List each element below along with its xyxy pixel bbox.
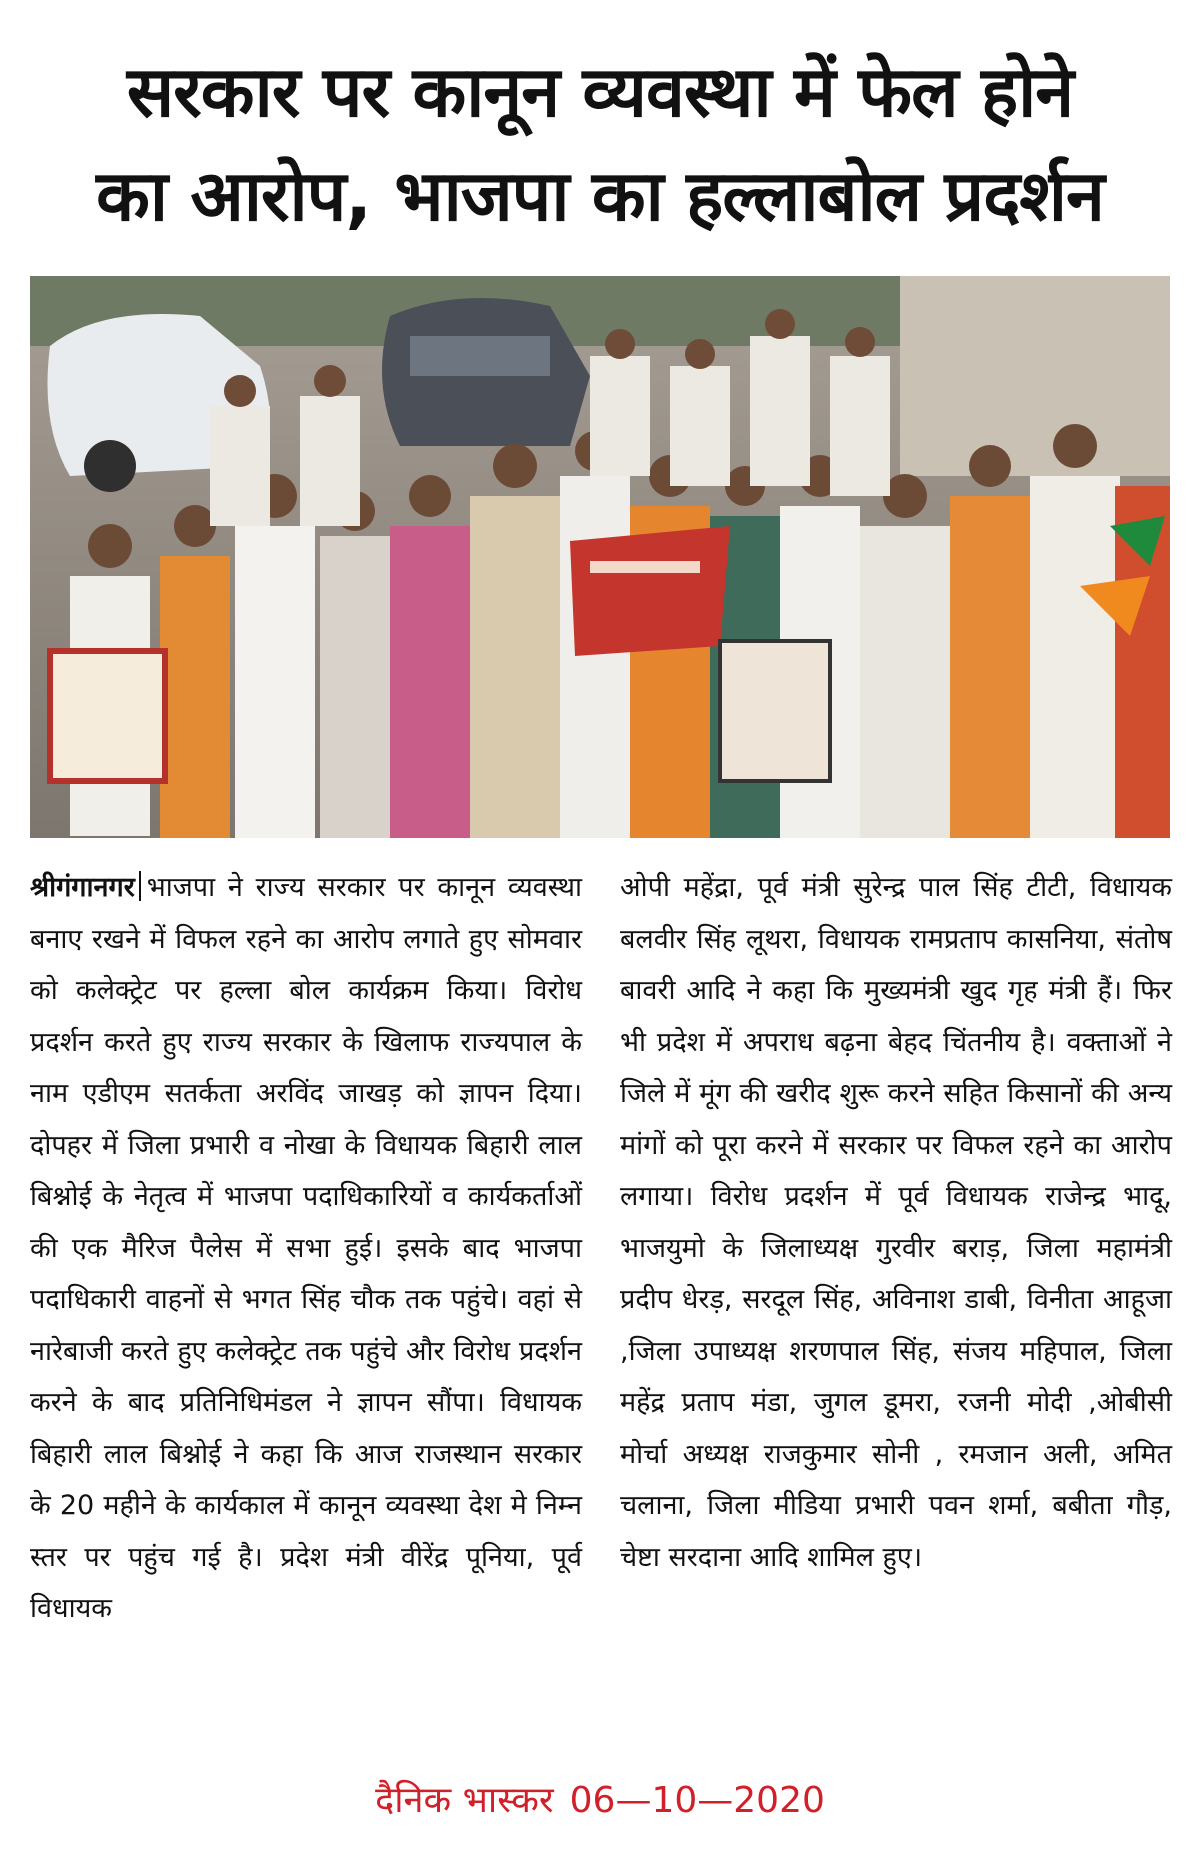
dateline: श्रीगंगानगर — [30, 872, 135, 903]
article-column-left — [30, 862, 582, 1635]
article-column-right — [620, 862, 1172, 1583]
newspaper-name: दैनिक भास्कर — [375, 1780, 554, 1821]
dateline-separator — [139, 871, 141, 901]
article-body — [30, 862, 1170, 1752]
right-column-text: ओपी महेंद्रा, पूर्व मंत्री सुरेन्द्र पाल सिंह टीटी, विधायक बलवीर सिंह लूथरा, विधायक रामप्रताप कासनिया, संतोष बावरी आदि ने कहा कि मुख्यमंत्री खुद गृह मंत्री हैं। फिर भी प्रदेश में अपराध बढ़ना बेहद चिंतनीय है। वक्ताओं ने जिले में मूंग की खरीद शुरू करने सहित किसानों की अन्य मांगों को पूरा करने में सरकार पर विफल रहने का आरोप लगाया। विरोध प्रदर्शन में पूर्व विधायक राजेन्द्र भादू, भाजयुमो के जिलाध्यक्ष गुरवीर बराड़, जिला महामंत्री प्रदीप धेरड़, सरदूल सिंह, अविनाश डाबी, विनीता आहूजा ,जिला उपाध्यक्ष शरणपाल सिंह, संजय महिपाल, जिला महेंद्र प्रताप मंडा, जुगल डूमरा, रजनी मोदी ,ओबीसी मोर्चा अध्यक्ष राजकुमार सोनी , रमजान अली, अमित चलाना, जिला मीडिया प्रभारी पवन शर्मा, बबीता गौड़, चेष्टा सरदाना आदि शामिल हुए। — [620, 872, 1172, 1573]
headline-line-1: सरकार पर कानून व्यवस्था में फेल होने — [126, 51, 1074, 133]
news-photo — [30, 276, 1170, 838]
newspaper-credit — [0, 1774, 1200, 1823]
left-column-text: भाजपा ने राज्य सरकार पर कानून व्यवस्था बनाए रखने में विफल रहने का आरोप लगाते हुए सोमवार को कलेक्ट्रेट पर हल्ला बोल कार्यक्रम किया। विरोध प्रदर्शन करते हुए राज्य सरकार के खिलाफ राज्यपाल के नाम एडीएम सतर्कता अरविंद जाखड़ को ज्ञापन दिया। दोपहर में जिला प्रभारी व नोखा के विधायक बिहारी लाल बिश्नोई के नेतृत्व में भाजपा पदाधिकारियों व कार्यकर्ताओं की एक मैरिज पैलेस में सभा हुई। इसके बाद भाजपा पदाधिकारी वाहनों से भगत सिंह चौक तक पहुंचे। वहां से नारेबाजी करते हुए कलेक्ट्रेट तक पहुंचे और विरोध प्रदर्शन करने के बाद प्रतिनिधिमंडल ने ज्ञापन सौंपा। विधायक बिहारी लाल बिश्नोई ने कहा कि आज राजस्थान सरकार के 20 महीने के कार्यकाल में कानून व्यवस्था देश मे निम्न स्तर पर पहुंच गई है। प्रदेश मंत्री वीरेंद्र पूनिया, पूर्व विधायक — [30, 872, 582, 1624]
publication-date: 06—10—2020 — [569, 1780, 825, 1821]
headline — [32, 40, 1168, 248]
headline-line-2: का आरोप, भाजपा का हल्लाबोल प्रदर्शन — [96, 155, 1104, 237]
protest-march-photo-icon — [30, 276, 1170, 838]
